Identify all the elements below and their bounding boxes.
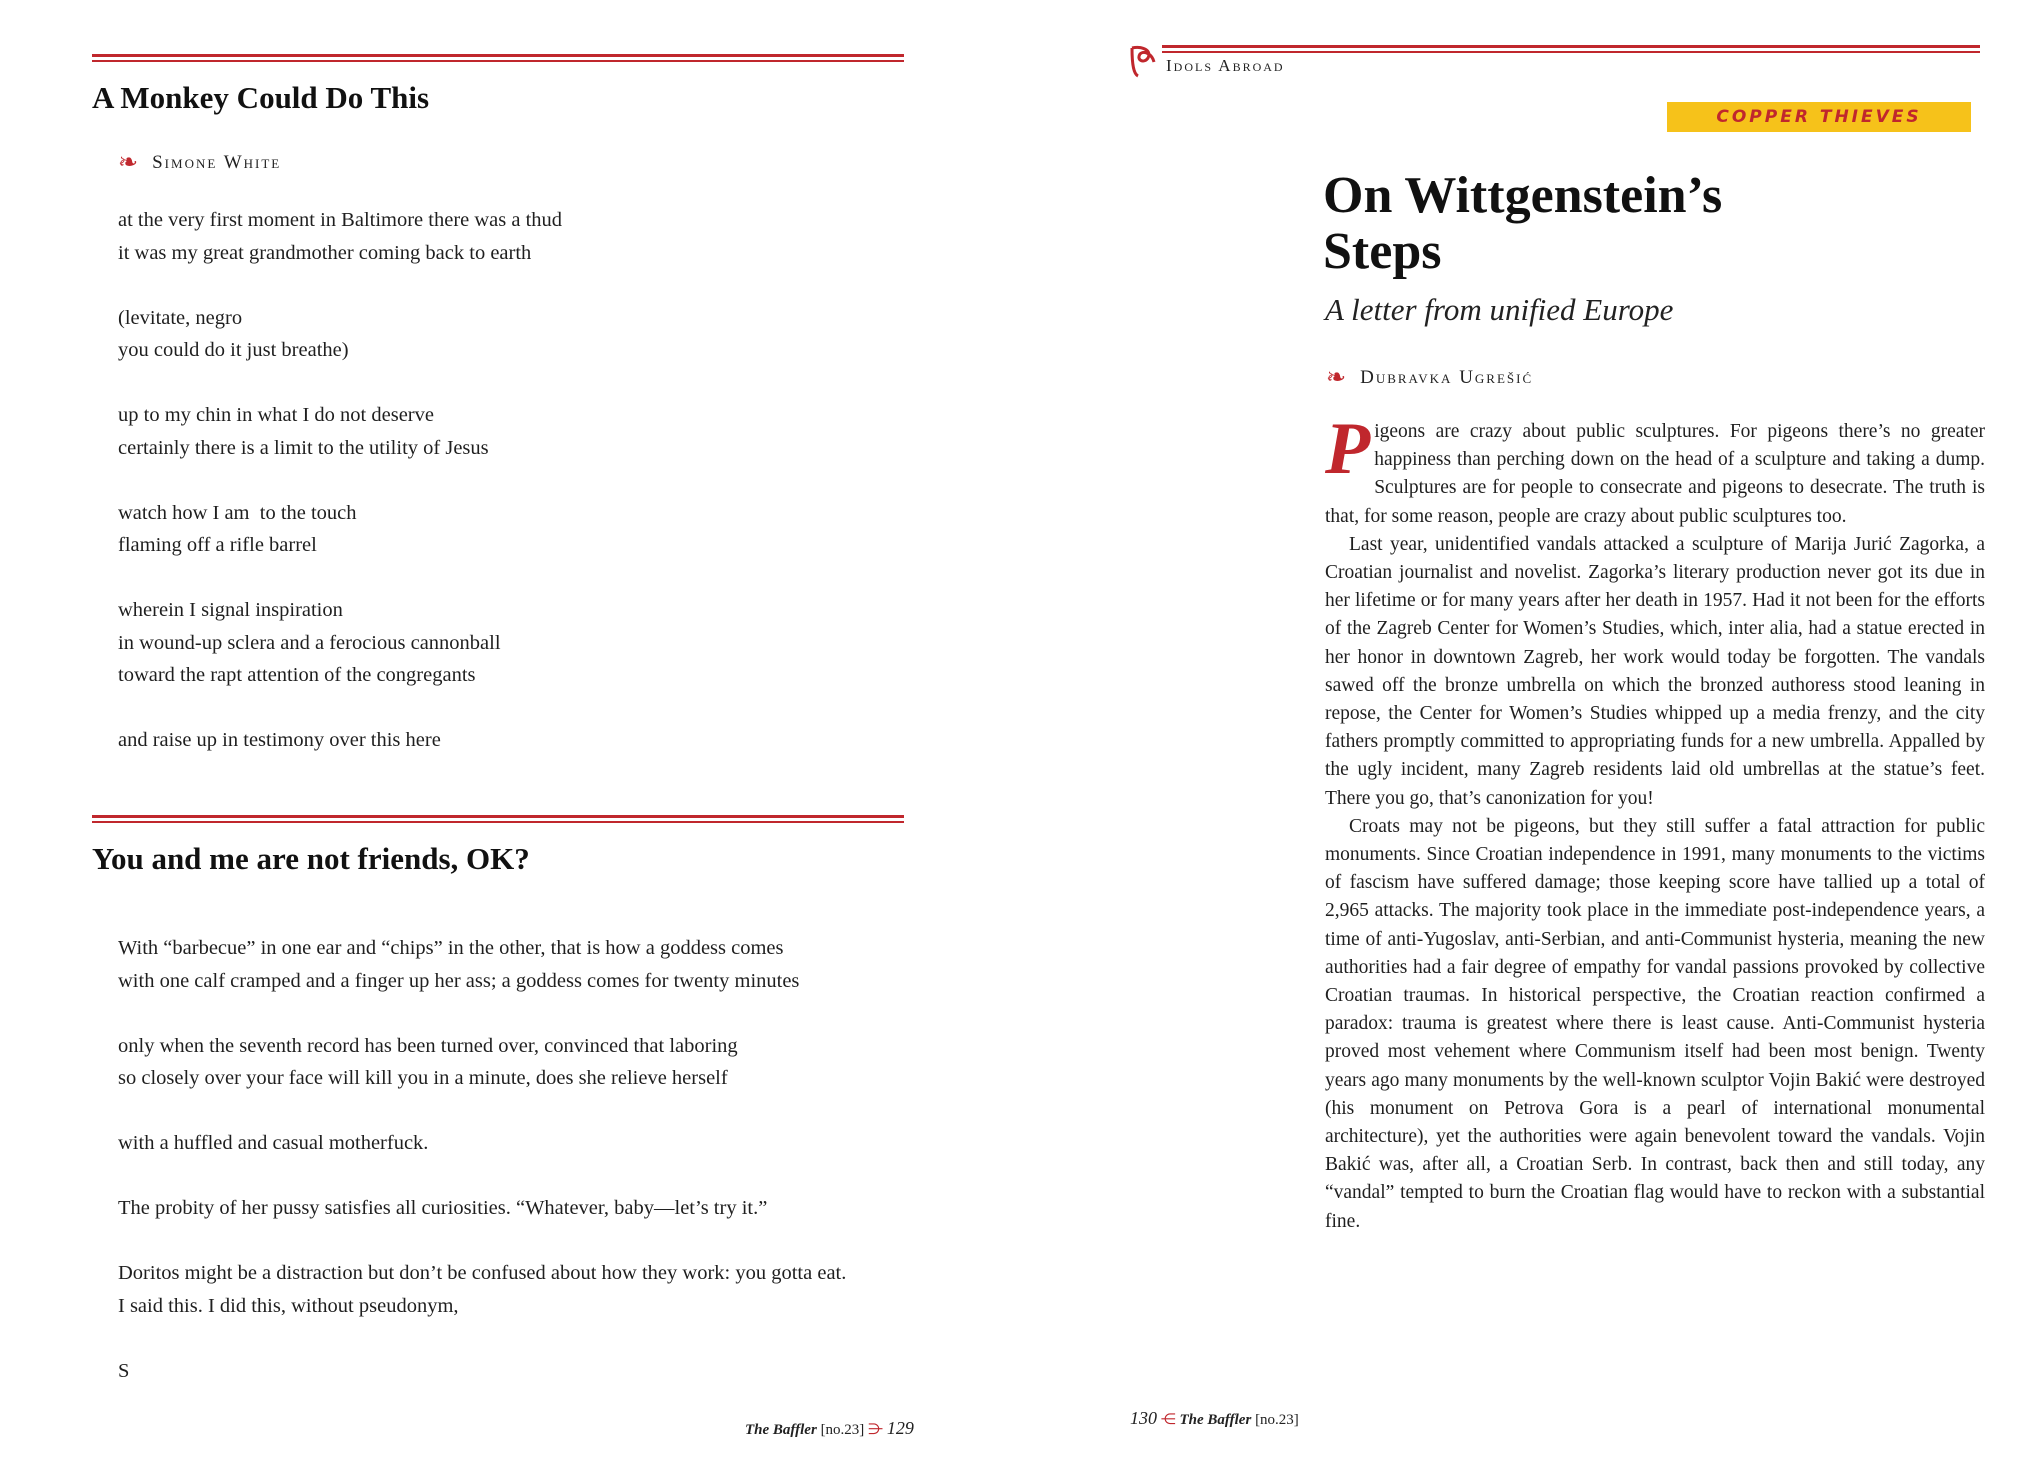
stanza (118, 724, 562, 757)
section-label: Idols Abroad (1166, 56, 1285, 75)
stanza (118, 1257, 846, 1322)
stanza (118, 932, 846, 997)
poem-line: wherein I signal inspiration (118, 599, 343, 621)
poem-line: in wound-up sclera and a ferocious cannonball (118, 631, 501, 654)
fleuron-icon: ❧ (1326, 365, 1349, 391)
article-dek: A letter from unified Europe (1325, 292, 1674, 327)
paragraph: Croats may not be pigeons, but they still suffer a fatal attraction for public monuments. Since Croatian independence in 1991, many monuments to the victims of fascism have suffered damage; those keeping score have tallied up a total of 2,965 attacks. The majority took place in the immediate post-independence years, a time of anti-Yugoslav, anti-Serbian, and anti-Communist hysteria, meaning the new authorities had a fair degree of empathy for vandal passions provoked by collective Croatian traumas. In historical perspective, the Croatian reaction confirmed a paradox: trauma is greatest where there is least cause. Anti-Communist hysteria proved most vehement where Communism itself had been most benign. Twenty years ago many monuments by the well-known sculptor Vojin Bakić were destroyed (his monument on Petrova Gora is a pearl of international monumental architecture), yet the authorities were again benevolent toward the vandals. Vojin Bakić was, after all, a Croatian Serb. In contrast, back then and still today, any “vandal” tempted to burn the Croatian flag would have to reckon with a substantial fine. (1325, 815, 1985, 1232)
page-number: 129 (886, 1418, 914, 1438)
stanza (118, 1192, 846, 1225)
poem-line: with one calf cramped and a finger up her ass; a goddess comes for twenty minutes (118, 969, 800, 992)
poem-line: toward the rapt attention of the congregants (118, 664, 476, 686)
poem-line: watch how I am to the touch (118, 501, 357, 524)
poem-line: you could do it just breathe) (118, 339, 349, 361)
paragraph: Last year, unidentified vandals attacked a sculpture of Marija Jurić Zagorka, a Croatian journalist and novelist. Zagorka’s literary production never got its due in her lifetime or for many years after her death in 1957. Had it not been for the efforts of the Zagreb Center for Women’s Studies, which, inter alia, had a statue erected in her honor in downtown Zagreb, her work would today be forgotten. The vandals sawed off the bronze umbrella on which the bronzed authoress stood leaning in repose, the Center for Women’s Studies whipped up a media frenzy, and the city fathers promptly committed to appropriating funds for a new umbrella. Appalled by the ugly incident, many Zagreb residents laid old umbrellas at the statue’s feet. There you go, that’s canonization for you! (1325, 533, 1985, 809)
poem-line: up to my chin in what I do not deserve (118, 404, 434, 426)
fleuron-icon: ❧ (118, 150, 141, 176)
poem-line: The probity of her pussy satisfies all curiosities. “Whatever, baby—let’s try it.” (118, 1197, 768, 1219)
issue-number: [no.23] (820, 1422, 865, 1438)
section-rule (92, 815, 904, 818)
stanza (118, 497, 562, 562)
article-body (1325, 408, 1985, 1236)
top-rule (92, 54, 904, 57)
poem-title: You and me are not friends, OK? (92, 841, 530, 876)
poem-line: so closely over your face will kill you in a minute, does she relieve herself (118, 1067, 728, 1089)
stanza (118, 1030, 846, 1095)
paragraph (1325, 408, 1985, 531)
author-name: Simone White (152, 152, 282, 173)
poem-line: it was my great grandmother coming back to earth (118, 241, 532, 264)
stanza (118, 594, 562, 692)
right-page (1100, 0, 2025, 1463)
page-folio (1130, 1408, 1299, 1429)
stanza (118, 1127, 846, 1160)
paragraph-text: igeons are crazy about public sculptures. For pigeons there’s no greater happiness than perching down on the head of a sculpture and taking a dump. Sculptures are for people to consecrate and pigeons to desecrate. The truth is that, for some reason, people are crazy about public sculptures too. (1325, 421, 1985, 527)
stanza (118, 1355, 846, 1388)
author-name: Dubravka Ugrešić (1360, 367, 1534, 388)
poem-line: I said this. I did this, without pseudonym, (118, 1294, 459, 1317)
poem-line: and raise up in testimony over this here (118, 729, 441, 751)
stanza (118, 302, 562, 367)
poem-line: only when the seventh record has been turned over, convinced that laboring (118, 1034, 738, 1057)
stanza (118, 204, 562, 269)
baffler-logo-icon (1128, 44, 1158, 78)
headline-line: On Wittgenstein’s (1323, 167, 1723, 224)
stanza (118, 399, 562, 464)
issue-number: [no.23] (1255, 1412, 1299, 1428)
page-number: 130 (1130, 1408, 1157, 1428)
magazine-name: The Baffler (1179, 1412, 1252, 1428)
poem-title: A Monkey Could Do This (92, 80, 430, 115)
poem-line: certainly there is a limit to the utility of Jesus (118, 436, 489, 459)
headline-line: Steps (1323, 223, 1442, 280)
poem-body (118, 932, 846, 1420)
ornament-icon: ⋲ (1160, 1412, 1176, 1428)
article-headline (1323, 168, 1722, 280)
poem-body (118, 204, 562, 789)
poem-line: With “barbecue” in one ear and “chips” in the other, that is how a goddess comes (118, 937, 784, 959)
article-byline (1326, 363, 1533, 392)
poem-byline (118, 148, 281, 177)
poem-line: flaming off a rifle barrel (118, 534, 317, 556)
top-rule (1162, 45, 1980, 48)
poem-line: with a huffled and casual motherfuck. (118, 1132, 429, 1154)
ornament-icon: ⋺ (868, 1422, 884, 1438)
poem-line: (levitate, negro (118, 306, 243, 329)
poem-line: S (118, 1359, 130, 1382)
poem-line: Doritos might be a distraction but don’t be confused about how they work: you gotta eat. (118, 1262, 847, 1284)
page-folio (745, 1418, 914, 1439)
drop-cap: P (1325, 408, 1371, 490)
poem-line: at the very first moment in Baltimore there was a thud (118, 209, 563, 231)
magazine-name: The Baffler (745, 1422, 817, 1438)
topic-tag: COPPER THIEVES (1667, 102, 1971, 132)
